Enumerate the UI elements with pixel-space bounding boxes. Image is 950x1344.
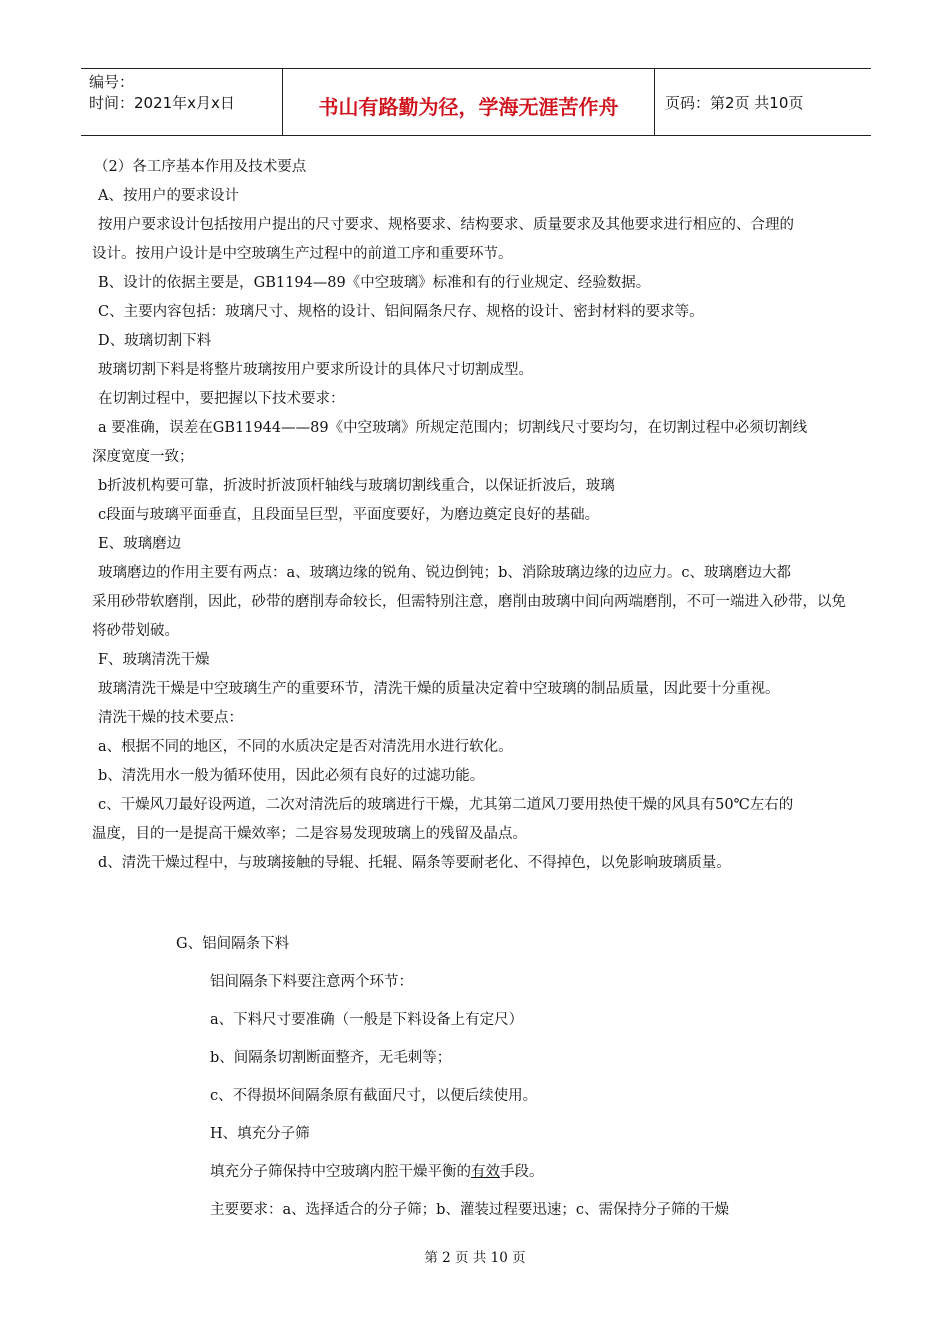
motto-text: 书山有路勤为径，学海无涯苦作舟: [318, 94, 619, 119]
item-heading-g: G、铝间隔条下料: [176, 936, 290, 952]
document-body: [94, 153, 906, 878]
paragraph-line: 铝间隔条下料要注意两个环节：: [210, 974, 413, 990]
motto-cell: [283, 69, 655, 135]
paragraph-line: a、下料尺寸要准确（一般是下料设备上有定尺）: [210, 1012, 524, 1028]
item-heading-c: C、主要内容包括：玻璃尺寸、规格的设计、铝间隔条尺存、规格的设计、密封材料的要求等。: [98, 304, 704, 320]
item-heading-f: F、玻璃清洗干燥: [98, 652, 210, 668]
serial-label: 编号：: [89, 73, 135, 91]
item-heading-d: D、玻璃切割下料: [98, 333, 212, 349]
paragraph-line: c、干燥风刀最好设两道，二次对清洗后的玻璃进行干燥，尤其第二道风刀要用热使干燥的风具有50℃左右的: [98, 797, 794, 813]
paragraph-line: 玻璃磨边的作用主要有两点：a、玻璃边缘的锐角、锐边倒钝；b、消除玻璃边缘的边应力。c、玻璃磨边大都: [98, 565, 792, 581]
paragraph-line: 设计。按用户设计是中空玻璃生产过程中的前道工序和重要环节。: [92, 246, 513, 262]
item-heading-a: A、按用户的要求设计: [98, 188, 239, 204]
item-heading-e: E、玻璃磨边: [98, 536, 182, 552]
header-table: [81, 68, 871, 136]
paragraph-cutting: [94, 414, 906, 472]
paragraph-design: [94, 211, 906, 269]
header-meta-cell: [81, 69, 283, 135]
paragraph-line: 温度，目的一是提高干燥效率；二是容易发现玻璃上的残留及晶点。: [92, 826, 527, 842]
paragraph-line: a、根据不同的地区，不同的水质决定是否对清洗用水进行软化。: [98, 739, 513, 755]
paragraph-line: 清洗干燥的技术要点：: [98, 710, 243, 726]
paragraph-line: a 要准确，误差在GB11944——89《中空玻璃》所规定范围内；切割线尺寸要均匀，在切割过程中必须切割线: [98, 420, 808, 436]
paragraph-line: 采用砂带软磨削，因此，砂带的磨削寿命较长，但需特别注意，磨削由玻璃中间向两端磨削，不可一端进入砂带，以免: [92, 594, 846, 610]
paragraph-line: c、不得损坏间隔条原有截面尺寸，以便后续使用。: [210, 1088, 538, 1104]
page-footer: 第 2 页 共 10 页: [424, 1250, 526, 1266]
paragraph-line: b、清洗用水一般为循环使用，因此必须有良好的过滤功能。: [98, 768, 485, 784]
paragraph-line: 玻璃清洗干燥是中空玻璃生产的重要环节，清洗干燥的质量决定着中空玻璃的制品质量，因此要十分重视。: [98, 681, 780, 697]
item-heading-h: H、填充分子筛: [210, 1126, 310, 1142]
paragraph-line: 玻璃切割下料是将整片玻璃按用户要求所设计的具体尺寸切割成型。: [98, 362, 533, 378]
item-heading-b: B、设计的依据主要是，GB1194—89《中空玻璃》标准和有的行业规定、经验数据。: [98, 275, 651, 291]
paragraph-line: 主要要求：a、选择适合的分子筛；b、灌装过程要迅速；c、需保持分子筛的干燥: [210, 1202, 730, 1218]
page-label: 页码：第2页 共10页: [665, 93, 804, 112]
underlined-text: 有效: [471, 1164, 500, 1180]
paragraph-line: 深度宽度一致；: [92, 449, 194, 465]
paragraph-line: d、清洗干燥过程中，与玻璃接触的导辊、托辊、隔条等要耐老化、不得掉色，以免影响玻璃质量。: [98, 855, 731, 871]
paragraph-line: 在切割过程中，要把握以下技术要求：: [98, 391, 345, 407]
paragraph-edging: [94, 559, 906, 646]
paragraph-line: b折波机构要可靠，折波时折波顶杆轴线与玻璃切割线重合，以保证折波后，玻璃: [98, 478, 615, 494]
paragraph-drying: [94, 791, 906, 849]
page-info-cell: [655, 69, 871, 135]
text-segment: 手段。: [500, 1164, 544, 1180]
paragraph-line: [176, 1153, 876, 1191]
paragraph-line: b、间隔条切割断面整齐，无毛刺等；: [210, 1050, 452, 1066]
time-label: 时间：2021年x月x日: [89, 94, 235, 112]
text-segment: 填充分子筛保持中空玻璃内腔干燥平衡的: [210, 1164, 471, 1180]
section-heading: （2）各工序基本作用及技术要点: [94, 159, 307, 175]
paragraph-line: 按用户要求设计包括按用户提出的尺寸要求、规格要求、结构要求、质量要求及其他要求进行相应的、合理的: [98, 217, 794, 233]
paragraph-line: c段面与玻璃平面垂直，且段面呈巨型，平面度要好，为磨边奠定良好的基础。: [98, 507, 600, 523]
paragraph-line: 将砂带划破。: [92, 623, 179, 639]
document-body-second: [176, 925, 876, 1229]
